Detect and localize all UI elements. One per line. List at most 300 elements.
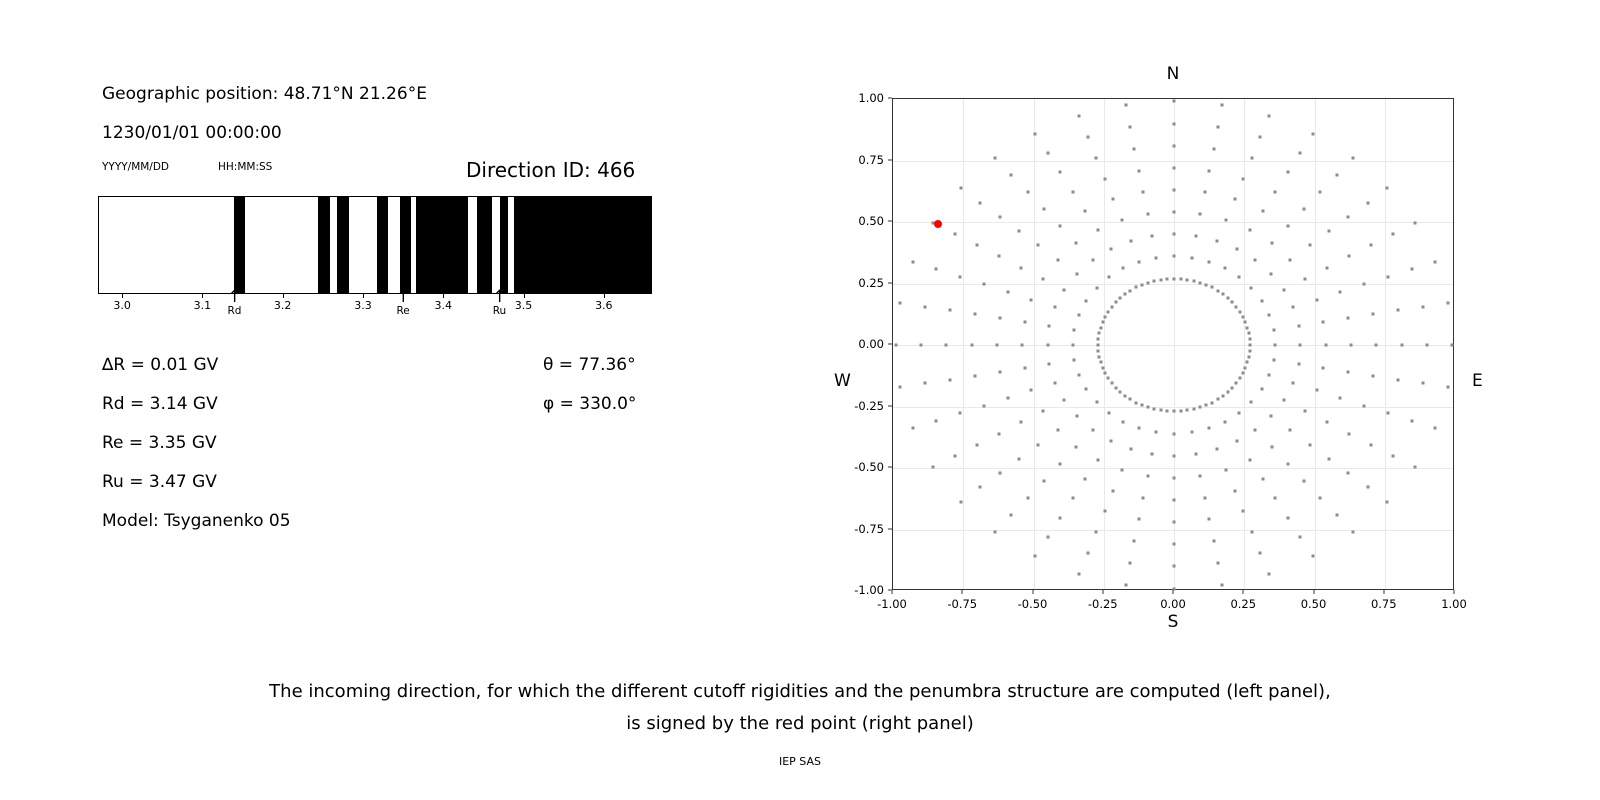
direction-point: [1173, 211, 1176, 214]
direction-point: [1159, 278, 1162, 281]
direction-point: [1259, 552, 1262, 555]
direction-point: [1221, 583, 1224, 586]
direction-point: [1173, 255, 1176, 258]
y-axis-tick-mark: [888, 159, 892, 160]
direction-point: [1233, 489, 1236, 492]
direction-point: [1269, 415, 1272, 418]
direction-point: [1312, 133, 1315, 136]
direction-point: [1351, 157, 1354, 160]
direction-point: [1210, 401, 1213, 404]
direction-point: [1366, 201, 1369, 204]
axis-tick-label: 3.2: [273, 299, 292, 312]
direction-point: [998, 215, 1001, 218]
direction-point: [948, 309, 951, 312]
stat-phi: φ = 330.0°: [543, 394, 637, 414]
direction-point: [1319, 496, 1322, 499]
direction-point: [1147, 406, 1150, 409]
rigidity-marker-rd: [227, 287, 242, 317]
direction-point: [1037, 443, 1040, 446]
axis-tick-mark: [524, 294, 525, 298]
direction-point: [1142, 191, 1145, 194]
direction-point: [1413, 465, 1416, 468]
direction-point: [1322, 320, 1325, 323]
arrow-up-icon: ↑: [227, 287, 242, 307]
rigidity-marker-ru: [492, 287, 507, 317]
penumbra-band: [416, 197, 467, 293]
penumbra-band: [477, 197, 491, 293]
direction-point: [1097, 349, 1100, 352]
direction-point: [1186, 278, 1189, 281]
direction-point: [1291, 306, 1294, 309]
direction-point: [1104, 372, 1107, 375]
x-axis-tick-mark: [1102, 590, 1103, 594]
direction-point: [1244, 366, 1247, 369]
direction-point: [1059, 225, 1062, 228]
direction-point: [1059, 462, 1062, 465]
direction-point: [1238, 377, 1241, 380]
direction-point: [1274, 190, 1277, 193]
direction-point: [1304, 410, 1307, 413]
direction-point: [1291, 381, 1294, 384]
direction-point: [1303, 479, 1306, 482]
direction-point: [1386, 187, 1389, 190]
direction-point: [959, 275, 962, 278]
caption-line-2: is signed by the red point (right panel): [626, 713, 974, 734]
direction-point: [1282, 399, 1285, 402]
direction-point: [1101, 366, 1104, 369]
direction-point: [1268, 572, 1271, 575]
direction-point: [1091, 428, 1094, 431]
direction-point: [1173, 476, 1176, 479]
direction-point: [1103, 177, 1106, 180]
y-axis-tick-label: -0.75: [854, 521, 884, 536]
direction-point: [1250, 531, 1253, 534]
direction-point: [1238, 411, 1241, 414]
direction-point: [1114, 301, 1117, 304]
direction-point: [1413, 222, 1416, 225]
direction-point: [975, 244, 978, 247]
direction-point: [1241, 315, 1244, 318]
direction-point: [1248, 459, 1251, 462]
direction-point: [1097, 459, 1100, 462]
direction-point: [1075, 242, 1078, 245]
direction-point: [1254, 259, 1257, 262]
direction-point: [923, 382, 926, 385]
direction-point: [1319, 191, 1322, 194]
penumbra-panel: [0, 0, 760, 660]
direction-point: [1124, 394, 1127, 397]
direction-point: [1304, 277, 1307, 280]
direction-point: [1153, 408, 1156, 411]
direction-point: [1186, 409, 1189, 412]
axis-tick-mark: [122, 294, 123, 298]
x-axis-tick-label: 0.50: [1300, 597, 1327, 611]
direction-point: [1129, 125, 1132, 128]
direction-point: [1018, 230, 1021, 233]
direction-point: [1071, 344, 1074, 347]
direction-point: [1246, 326, 1249, 329]
stat-model: Model: Tsyganenko 05: [102, 511, 291, 531]
direction-point: [1216, 239, 1219, 242]
direction-point: [1190, 256, 1193, 259]
direction-point: [1212, 147, 1215, 150]
direction-point: [982, 404, 985, 407]
direction-point: [1173, 565, 1176, 568]
axis-tick-mark: [443, 294, 444, 298]
direction-point: [1173, 277, 1176, 280]
direction-point: [1231, 301, 1234, 304]
direction-point: [1194, 453, 1197, 456]
direction-point: [1010, 174, 1013, 177]
direction-point: [1231, 386, 1234, 389]
direction-point: [1208, 169, 1211, 172]
direction-point: [1076, 272, 1079, 275]
time-format-hint: HH:MM:SS: [218, 161, 273, 173]
rigidity-marker-re: [396, 287, 411, 317]
direction-point: [1173, 543, 1176, 546]
y-axis-tick-mark: [888, 467, 892, 468]
direction-point: [1030, 389, 1033, 392]
penumbra-band: [500, 197, 507, 293]
direction-point: [1095, 531, 1098, 534]
direction-point: [1216, 448, 1219, 451]
direction-point: [1135, 401, 1138, 404]
penumbra-axis: [98, 287, 652, 340]
direction-point: [1205, 283, 1208, 286]
direction-point: [1315, 298, 1318, 301]
datetime-label: 1230/01/01 00:00:00: [102, 123, 282, 143]
caption-line-1: The incoming direction, for which the different cutoff rigidities and the penumbra structure are computed (left panel),: [269, 681, 1331, 702]
direction-point: [994, 530, 997, 533]
direction-point: [1392, 454, 1395, 457]
direction-point: [959, 412, 962, 415]
direction-point: [1048, 363, 1051, 366]
direction-point: [1153, 279, 1156, 282]
direction-point: [1151, 453, 1154, 456]
y-axis-tick-label: 0.50: [858, 214, 884, 228]
direction-point: [1386, 500, 1389, 503]
direction-point: [1059, 516, 1062, 519]
direction-point: [1135, 286, 1138, 289]
compass-west-label: W: [834, 371, 851, 391]
direction-point: [1198, 406, 1201, 409]
sky-map-plot-area: [892, 98, 1454, 590]
direction-point: [1216, 398, 1219, 401]
direction-point: [1247, 355, 1250, 358]
direction-point: [1274, 497, 1277, 500]
direction-point: [1124, 293, 1127, 296]
y-axis-tick-mark: [888, 528, 892, 529]
direction-point: [1173, 410, 1176, 413]
direction-point: [1216, 125, 1219, 128]
direction-point: [1107, 411, 1110, 414]
direction-point: [1247, 332, 1250, 335]
rigidity-marker-label: Re: [396, 305, 410, 317]
direction-point: [1410, 419, 1413, 422]
direction-point: [1063, 399, 1066, 402]
direction-point: [1236, 439, 1239, 442]
direction-point: [1129, 289, 1132, 292]
y-axis-tick-label: 0.25: [858, 275, 884, 290]
x-axis-tick-mark: [1313, 590, 1314, 594]
y-axis-tick-mark: [888, 344, 892, 345]
direction-point: [998, 370, 1001, 373]
direction-point: [1203, 496, 1206, 499]
direction-point: [979, 486, 982, 489]
direction-point: [1241, 372, 1244, 375]
direction-point: [1084, 209, 1087, 212]
direction-point: [1199, 213, 1202, 216]
selected-direction-point[interactable]: [934, 220, 942, 228]
direction-point: [920, 344, 923, 347]
stat-delta-r: ∆R = 0.01 GV: [102, 355, 219, 375]
direction-point: [1166, 277, 1169, 280]
direction-point: [1242, 510, 1245, 513]
direction-point: [1019, 421, 1022, 424]
gridline-horizontal: [893, 161, 1453, 162]
direction-point: [1173, 100, 1176, 103]
direction-point: [1397, 378, 1400, 381]
direction-point: [1242, 177, 1245, 180]
direction-point: [1339, 397, 1342, 400]
direction-point: [1140, 283, 1143, 286]
penumbra-band: [337, 197, 349, 293]
axis-tick-label: 3.5: [514, 299, 533, 312]
direction-point: [1238, 276, 1241, 279]
gridline-horizontal: [893, 468, 1453, 469]
direction-point: [1286, 516, 1289, 519]
direction-point: [923, 305, 926, 308]
direction-point: [1107, 276, 1110, 279]
gridline-horizontal: [893, 407, 1453, 408]
direction-point: [1397, 309, 1400, 312]
direction-point: [1018, 457, 1021, 460]
direction-point: [1244, 321, 1247, 324]
direction-point: [1223, 267, 1226, 270]
direction-point: [1299, 535, 1302, 538]
direction-point: [1133, 540, 1136, 543]
direction-point: [1071, 190, 1074, 193]
direction-point: [1095, 400, 1098, 403]
direction-point: [1326, 266, 1329, 269]
direction-point: [1224, 219, 1227, 222]
direction-point: [1248, 349, 1251, 352]
direction-point: [1076, 415, 1079, 418]
sky-map-panel: [820, 40, 1520, 660]
direction-point: [1110, 382, 1113, 385]
direction-point: [1097, 228, 1100, 231]
direction-point: [1451, 344, 1454, 347]
direction-point: [1272, 328, 1275, 331]
direction-point: [1270, 445, 1273, 448]
direction-point: [1121, 219, 1124, 222]
direction-point: [935, 268, 938, 271]
direction-point: [1026, 191, 1029, 194]
direction-point: [995, 344, 998, 347]
direction-point: [911, 260, 914, 263]
direction-point: [1246, 361, 1249, 364]
direction-point: [1091, 259, 1094, 262]
direction-point: [1372, 313, 1375, 316]
direction-point: [1056, 258, 1059, 261]
direction-point: [1315, 389, 1318, 392]
x-axis-tick-label: -1.00: [877, 597, 907, 611]
direction-point: [1248, 228, 1251, 231]
direction-point: [1042, 479, 1045, 482]
direction-point: [1023, 320, 1026, 323]
direction-point: [1272, 359, 1275, 362]
direction-point: [1434, 427, 1437, 430]
direction-point: [1166, 410, 1169, 413]
compass-north-label: N: [1166, 64, 1180, 84]
direction-point: [1370, 443, 1373, 446]
direction-point: [1137, 169, 1140, 172]
direction-point: [1119, 297, 1122, 300]
direction-point: [1142, 496, 1145, 499]
direction-point: [998, 472, 1001, 475]
direction-point: [1286, 171, 1289, 174]
direction-point: [1297, 324, 1300, 327]
direction-point: [1259, 135, 1262, 138]
direction-point: [1112, 489, 1115, 492]
direction-point: [1372, 374, 1375, 377]
direction-point: [1151, 234, 1154, 237]
direction-point: [1155, 431, 1158, 434]
direction-point: [1335, 513, 1338, 516]
direction-point: [1026, 496, 1029, 499]
direction-point: [1363, 283, 1366, 286]
direction-point: [1173, 454, 1176, 457]
direction-point: [1208, 518, 1211, 521]
direction-point: [1173, 166, 1176, 169]
direction-point: [1260, 388, 1263, 391]
direction-point: [1199, 474, 1202, 477]
axis-tick-mark: [363, 294, 364, 298]
x-axis-tick-label: 0.75: [1370, 597, 1397, 611]
gridline-horizontal: [893, 345, 1453, 346]
penumbra-band: [234, 197, 245, 293]
direction-point: [1274, 344, 1277, 347]
y-axis-tick-label: -0.50: [854, 460, 884, 474]
direction-point: [1138, 260, 1141, 263]
direction-point: [1095, 156, 1098, 159]
axis-tick-label: 3.1: [193, 299, 212, 312]
direction-point: [1173, 122, 1176, 125]
gridline-horizontal: [893, 530, 1453, 531]
x-axis-tick-label: 1.00: [1441, 597, 1467, 611]
direction-point: [1023, 367, 1026, 370]
direction-point: [1250, 287, 1253, 290]
x-axis-tick-mark: [1173, 590, 1174, 594]
direction-point: [1286, 462, 1289, 465]
direction-point: [1084, 478, 1087, 481]
direction-point: [1129, 239, 1132, 242]
direction-point: [994, 157, 997, 160]
direction-point: [1198, 281, 1201, 284]
direction-point: [1327, 457, 1330, 460]
direction-point: [1114, 386, 1117, 389]
direction-point: [1400, 344, 1403, 347]
direction-point: [970, 344, 973, 347]
direction-point: [1347, 317, 1350, 320]
stat-ru: Ru = 3.47 GV: [102, 472, 217, 492]
x-axis-tick-mark: [1383, 590, 1384, 594]
direction-point: [1122, 267, 1125, 270]
direction-point: [1159, 409, 1162, 412]
direction-point: [1124, 583, 1127, 586]
direction-point: [1073, 359, 1076, 362]
y-axis-tick-mark: [888, 282, 892, 283]
direction-point: [935, 419, 938, 422]
y-axis-tick-label: 0.00: [858, 337, 884, 351]
direction-point: [1073, 328, 1076, 331]
x-axis-tick-label: 0.00: [1160, 597, 1186, 611]
direction-point: [1101, 321, 1104, 324]
direction-point: [894, 344, 897, 347]
direction-point: [1224, 468, 1227, 471]
direction-point: [982, 283, 985, 286]
direction-point: [1312, 554, 1315, 557]
direction-point: [948, 378, 951, 381]
direction-point: [1098, 332, 1101, 335]
direction-point: [1238, 310, 1241, 313]
direction-point: [1054, 381, 1057, 384]
direction-point: [1261, 478, 1264, 481]
direction-point: [1046, 535, 1049, 538]
direction-point: [997, 432, 1000, 435]
direction-point: [1122, 420, 1125, 423]
compass-east-label: E: [1472, 371, 1483, 391]
direction-point: [1192, 279, 1195, 282]
stat-theta: θ = 77.36°: [543, 355, 636, 375]
direction-point: [1190, 431, 1193, 434]
direction-point: [1269, 272, 1272, 275]
y-axis-tick-label: -1.00: [854, 583, 884, 597]
direction-point: [1033, 554, 1036, 557]
direction-point: [1392, 233, 1395, 236]
direction-point: [1119, 390, 1122, 393]
axis-tick-mark: [283, 294, 284, 298]
direction-point: [1327, 230, 1330, 233]
direction-point: [1221, 293, 1224, 296]
direction-point: [1339, 290, 1342, 293]
direction-point: [1282, 288, 1285, 291]
y-axis-tick-label: 1.00: [858, 91, 884, 105]
gridline-vertical: [1104, 99, 1105, 589]
direction-point: [979, 201, 982, 204]
direction-point: [1205, 404, 1208, 407]
direction-point: [1207, 427, 1210, 430]
direction-point: [998, 317, 1001, 320]
gridline-vertical: [963, 99, 964, 589]
direction-point: [1192, 408, 1195, 411]
direction-point: [899, 301, 902, 304]
direction-point: [1386, 275, 1389, 278]
direction-point: [1110, 305, 1113, 308]
x-axis-tick-label: -0.25: [1087, 597, 1118, 611]
direction-point: [1129, 448, 1132, 451]
direction-point: [1097, 344, 1100, 347]
y-axis-tick-mark: [888, 221, 892, 222]
direction-point: [1335, 174, 1338, 177]
compass-south-label: S: [1167, 612, 1179, 632]
direction-point: [1216, 289, 1219, 292]
direction-point: [1308, 244, 1311, 247]
direction-point: [1221, 104, 1224, 107]
direction-point: [1268, 115, 1271, 118]
direction-point: [1077, 115, 1080, 118]
x-axis-tick-mark: [1454, 590, 1455, 594]
